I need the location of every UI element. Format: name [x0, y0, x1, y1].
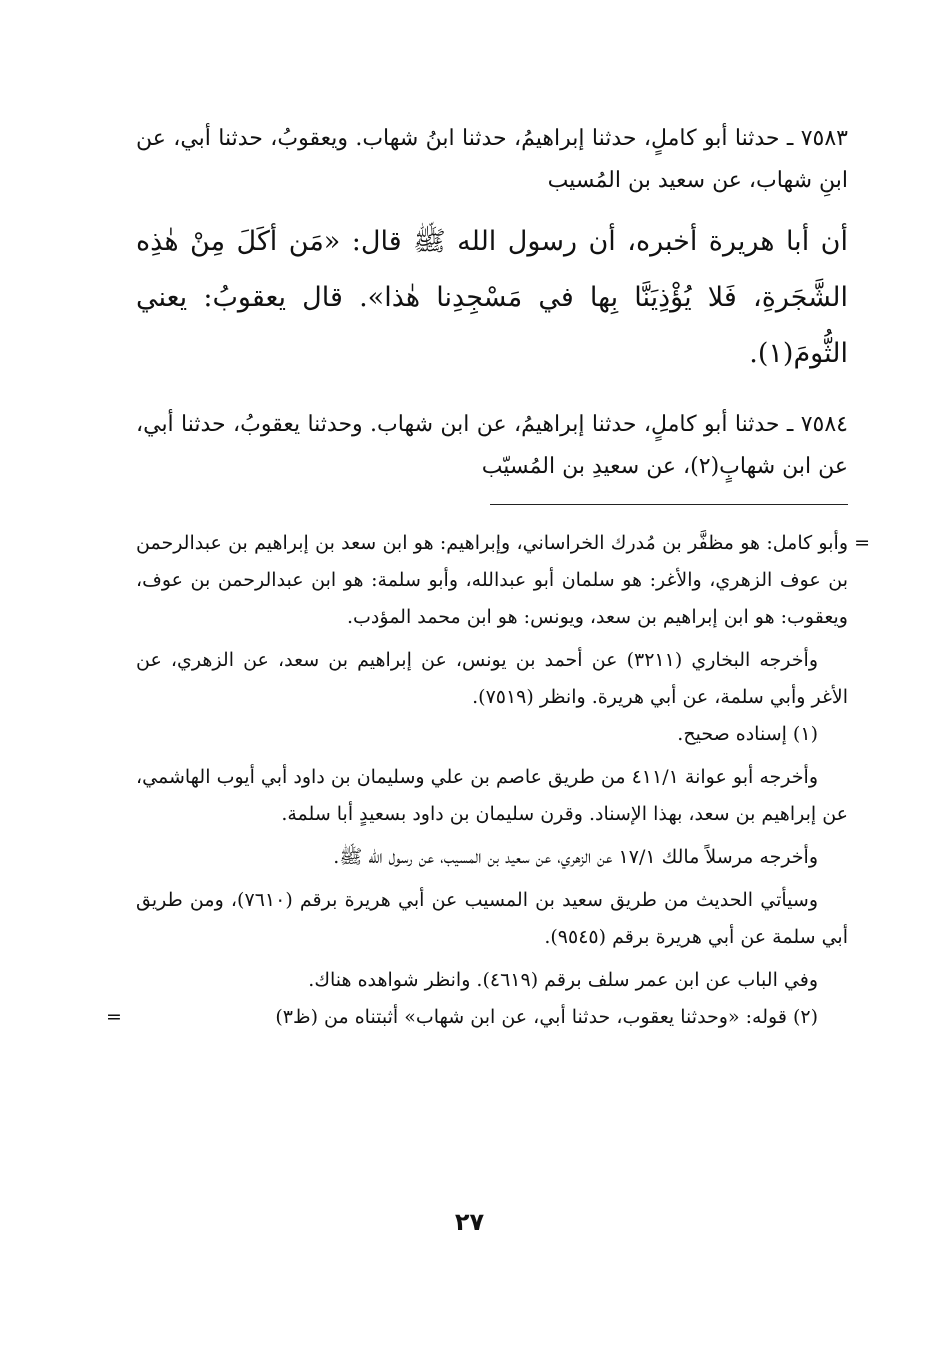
footnote-paragraph: وأخرجه البخاري (٣٢١١) عن أحمد بن يونس، عن إبراهيم بن سعد، عن الزهري، عن الأغر وأبي سلمة، عن أبي هريرة. وانظر (٧٥١٩). [136, 649, 848, 708]
footnote-separator [490, 504, 848, 505]
footnote-paragraph: وأخرجه أبو عوانة ٤١١/١ من طريق عاصم بن علي وسليمان بن داود أبي أيوب الهاشمي، عن إبراهيم بن سعد، بهذا الإسناد. وقرن سليمان بن داود بسعيدٍ أبا سلمة. [136, 766, 848, 825]
page-number: ٢٧ [454, 1208, 485, 1236]
footnote-continuation-mark: = [854, 532, 870, 554]
footnotes [106, 525, 870, 1036]
footnote-paragraph: وسيأتي الحديث من طريق سعيد بن المسيب عن أبي هريرة برقم (٧٦١٠)، ومن طريق أبي سلمة عن أبي هريرة برقم (٩٥٤٥). [136, 889, 848, 948]
footnote-1-marker: (١) إسناده صحيح. [677, 723, 818, 745]
main-text [136, 118, 848, 488]
hadith-7584-chain: ٧٥٨٤ ـ حدثنا أبو كاملٍ، حدثنا إبراهيمُ، عن ابن شهاب. وحدثنا يعقوبُ، حدثنا أبي، عن ابن شهابٍ(٢)، عن سعيدِ بن المُسيّب [136, 412, 848, 479]
footnote-2-line [106, 999, 848, 1036]
hadith-7583-text: أن أبا هريرة أخبره، أن رسول الله ﷺ قال: «مَن أكَلَ مِنْ هٰذِه الشَّجَرةِ، فَلا يُؤْذِيَنَّا بِها في مَسْجِدِنا هٰذا». قال يعقوبُ: يعني الثُّومَ(١). [136, 226, 848, 369]
footnote-paragraph: وفي الباب عن ابن عمر سلف برقم (٤٦١٩). وانظر شواهده هناك. [308, 969, 818, 991]
page-body [106, 118, 870, 1036]
footnote-paragraph: وأبو كامل: هو مظفَّر بن مُدرك الخراساني، وإبراهيم: هو ابن سعد بن إبراهيم بن عبدالرحمن بن عوف الزهري، والأغر: هو سلمان أبو عبدالله، وأبو سلمة: هو ابن عبدالرحمن بن عوف، ويعقوب: هو ابن إبراهيم بن سعد، ويونس: هو ابن محمد المؤدب. [136, 532, 848, 628]
footnote-paragraph: وأخرجه مرسلاً مالك ١٧/١ عن الزهري، عن سعيد بن المسيب، عن رسول الله ﷺ. [333, 846, 818, 868]
hadith-7583-chain: ٧٥٨٣ ـ حدثنا أبو كاملٍ، حدثنا إبراهيمُ، حدثنا ابنُ شهاب. ويعقوبُ، حدثنا أبي، عن ابنِ شهاب، عن سعيد بن المُسيب [136, 126, 848, 193]
footnote-end-mark: = [106, 1006, 122, 1028]
footnote-2-text: (٢) قوله: «وحدثنا يعقوب، حدثنا أبي، عن ابن شهاب» أثبتناه من (ظ٣) [275, 1006, 818, 1028]
